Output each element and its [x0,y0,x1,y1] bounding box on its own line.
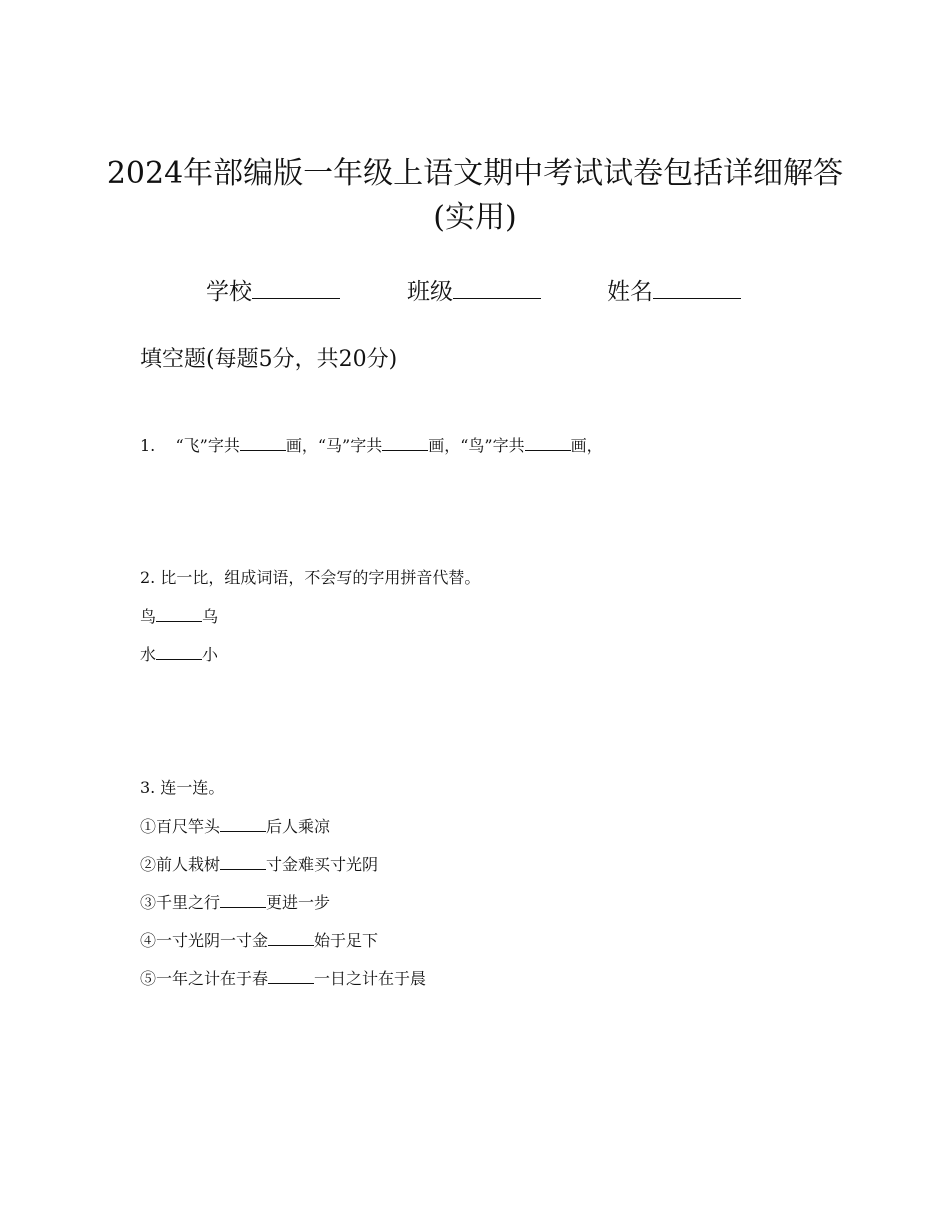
question-1-number: 1. [140,436,156,455]
question-1-part-4: 画， [570,436,603,455]
row-right-char: 小 [202,645,219,664]
question-3-row [140,853,378,876]
answer-blank[interactable] [220,891,266,908]
school-blank[interactable] [252,276,340,299]
answer-blank[interactable] [382,434,428,451]
name-label: 姓名 [607,279,653,305]
question-2-row [140,605,218,628]
answer-blank[interactable] [240,434,286,451]
question-1-part-1: “飞”字共 [175,436,240,455]
school-label: 学校 [206,279,252,305]
row-right-phrase: 更进一步 [266,893,331,912]
row-right-phrase: 后人乘凉 [266,817,331,836]
class-field [407,276,541,308]
row-right-phrase: 寸金难买寸光阴 [266,855,379,874]
answer-blank[interactable] [156,605,202,622]
answer-blank[interactable] [220,853,266,870]
row-left-phrase: ⑤一年之计在于春 [140,969,269,988]
question-3-row [140,967,426,990]
answer-blank[interactable] [268,929,314,946]
row-right-char: 乌 [202,607,219,626]
row-left-phrase: ②前人栽树 [140,855,221,874]
answer-blank[interactable] [525,434,571,451]
answer-blank[interactable] [220,815,266,832]
question-3-row [140,929,378,952]
class-label: 班级 [407,279,453,305]
answer-blank[interactable] [268,967,314,984]
row-left-phrase: ③千里之行 [140,893,221,912]
row-left-phrase: ①百尺竿头 [140,817,221,836]
question-1-part-2: 画，“马”字共 [285,436,383,455]
class-blank[interactable] [453,276,541,299]
exam-title: 2024年部编版一年级上语文期中考试试卷包括详细解答(实用) [106,156,844,235]
question-1 [140,434,603,457]
name-field [607,276,741,308]
question-3-row [140,815,330,838]
question-2-prompt: 2. 比一比，组成词语，不会写的字用拼音代替。 [140,568,481,587]
row-left-char: 鸟 [140,607,157,626]
row-right-phrase: 始于足下 [314,931,379,950]
name-blank[interactable] [653,276,741,299]
question-1-part-3: 画，“鸟”字共 [428,436,525,455]
row-left-phrase: ④一寸光阴一寸金 [140,931,269,950]
row-right-phrase: 一日之计在于晨 [314,969,427,988]
question-2-row [140,643,218,666]
school-field [206,276,340,308]
answer-blank[interactable] [156,643,202,660]
question-3-prompt: 3. 连一连。 [140,778,225,797]
row-left-char: 水 [140,645,157,664]
question-3-row [140,891,330,914]
section-heading: 填空题(每题5分，共20分) [140,347,398,372]
